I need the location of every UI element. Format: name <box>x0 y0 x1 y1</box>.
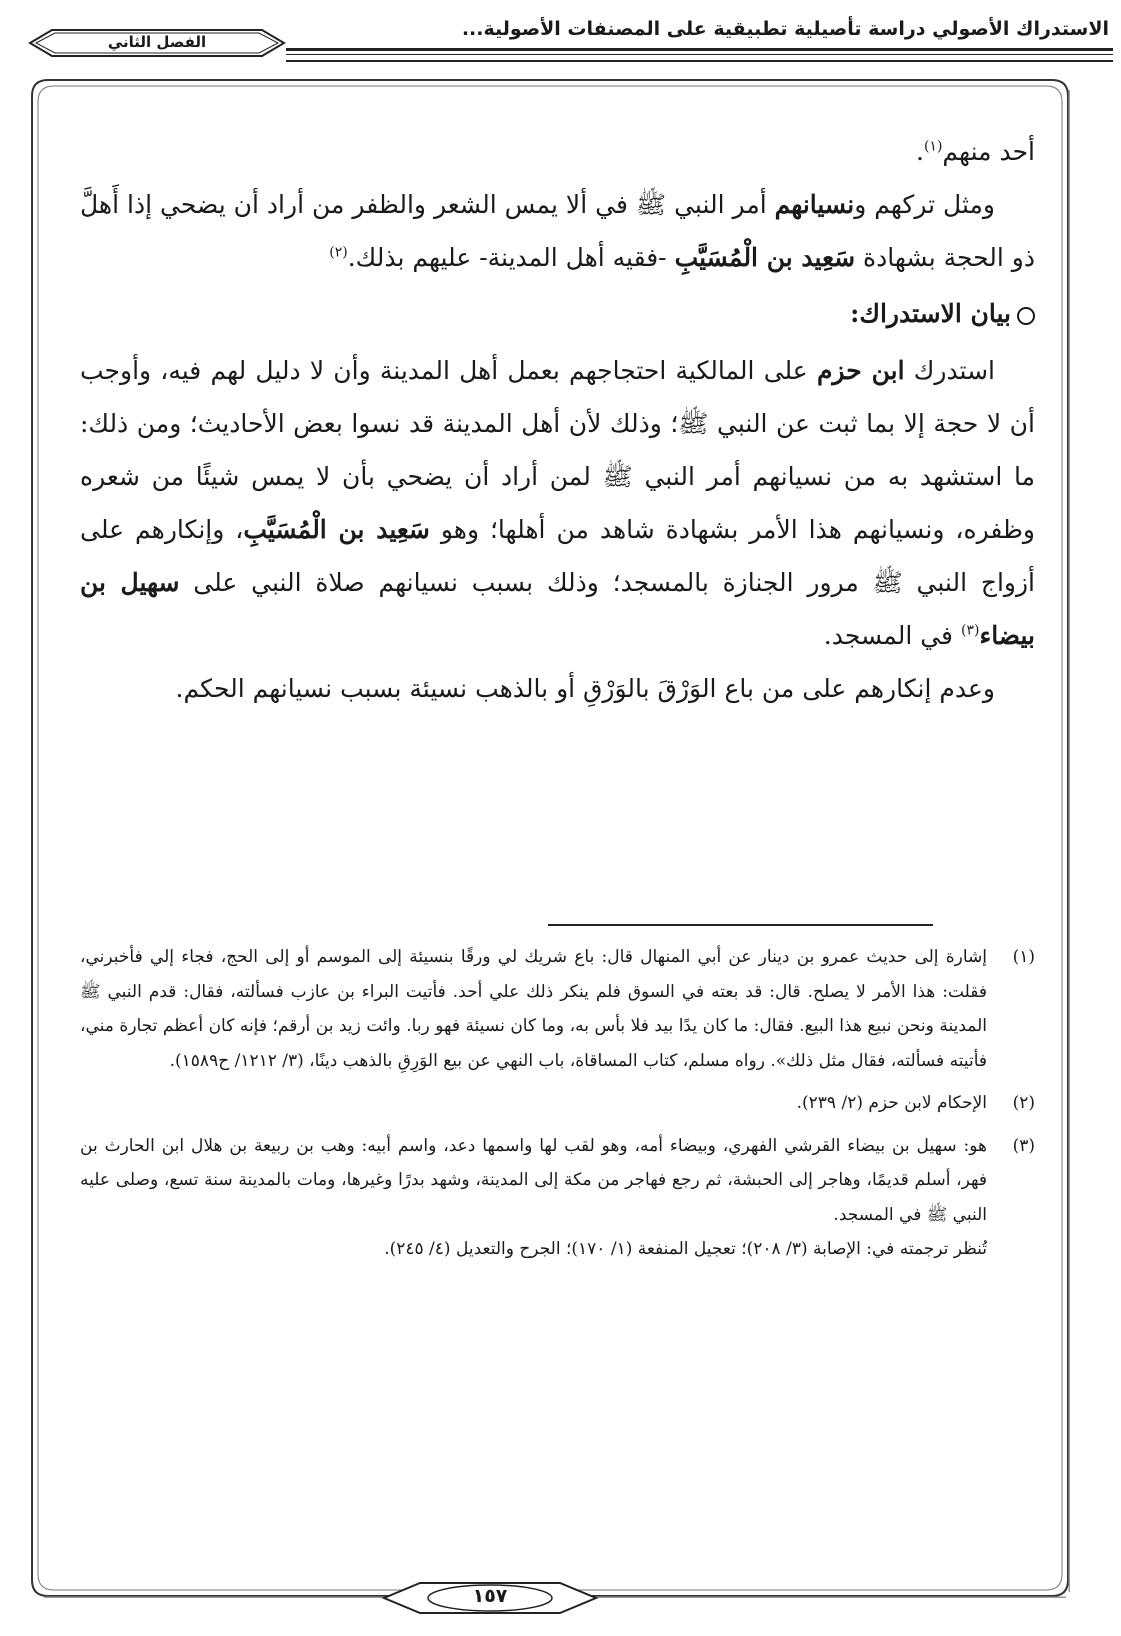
text: أمر النبي ﷺ في ألا يمس الشعر والظفر من أراد أن يضحي إذا أَهلَّ ذو الحجة بشهادة <box>80 190 1035 272</box>
text: في المسجد. <box>823 621 961 650</box>
chapter-tab <box>26 28 288 58</box>
circle-bullet-icon <box>1017 307 1035 325</box>
footnote-ref-1[interactable]: (١) <box>923 138 943 155</box>
paragraph-4: وعدم إنكارهم على من باع الوَرْقَ بالوَرْقِ أو بالذهب نسيئة بسبب نسيانهم الحكم. <box>175 674 995 703</box>
running-title: الاستدراك الأصولي دراسة تأصيلية تطبيقية على المصنفات الأصولية... <box>461 18 1109 40</box>
header-rule <box>286 48 1113 51</box>
main-text <box>80 125 1035 715</box>
header-rule <box>286 54 1113 55</box>
person-name: سهيل بن بيضاء <box>80 568 1035 650</box>
footnote-number: (١) <box>1012 947 1035 967</box>
paragraph-2 <box>80 178 1035 284</box>
page-number-tab <box>380 1580 600 1616</box>
footnote-2 <box>80 1086 1035 1121</box>
text: ومثل تركهم و <box>854 190 995 219</box>
emphasis: نسيانهم <box>774 190 855 219</box>
footnote-text: الإحكام لابن حزم (٢/ ٢٣٩). <box>796 1093 987 1113</box>
header-rule <box>286 60 1113 62</box>
person-name: سَعِيد بن الْمُسَيَّبِ <box>674 243 856 272</box>
footnote-number: (٣) <box>1012 1135 1035 1156</box>
footnote-ref-2[interactable]: (٢) <box>329 244 348 261</box>
footnotes <box>80 940 1035 1275</box>
footnote-text: تُنظر ترجمته في: الإصابة (٣/ ٢٠٨)؛ تعجيل المنفعة (١/ ١٧٠)؛ الجرح والتعديل (٤/ ٢٤٥). <box>384 1239 987 1259</box>
footnote-1 <box>80 940 1035 1078</box>
heading-text: بيان الاستدراك: <box>850 299 1011 328</box>
paragraph-1 <box>80 125 1035 178</box>
footnote-body <box>80 1129 987 1267</box>
person-name: سَعِيد بن الْمُسَيَّبِ <box>243 515 430 544</box>
person-name: ابن حزم <box>816 356 905 385</box>
footnote-3 <box>80 1129 1035 1267</box>
text: ، وإنكارهم على أزواج النبي ﷺ مرور الجنازة بالمسجد؛ وذلك بسبب نسيانهم صلاة النبي على <box>80 515 1036 597</box>
chapter-label: الفصل الثاني <box>107 33 207 51</box>
text: -فقيه أهل المدينة- عليهم بذلك. <box>347 243 675 272</box>
footnote-text: هو: سهيل بن بيضاء القرشي الفهري، وبيضاء أمه، وهو لقب لها واسمها دعد، واسم أبيه: وهب بن ربيعة بن هلال ابن الحارث بن فهر، أسلم قديمًا، وهاجر إلى الحبشة، ثم رجع فهاجر من مكة إلى المدينة، وشهد بدرًا وغيرها، ومات بالمدينة سنة تسع، وصلى عليه النبي ﷺ في المسجد. <box>80 1135 987 1225</box>
page-header <box>0 0 1121 70</box>
footnote-divider <box>548 924 933 926</box>
footnote-text: إشارة إلى حديث عمرو بن دينار عن أبي المنهال قال: باع شريك لي ورقًا بنسيئة إلى الموسم أو إلى الحج، فجاء إلي فأخبرني، فقلت: هذا الأمر لا يصلح. قال: قد بعته في السوق فلم ينكر ذلك علي أحد. فأتيت البراء بن عازب فسألته، فقال: قدم النبي ﷺ المدينة ونحن نبيع هذا البيع. فقال: ما كان يدًا بيد فلا بأس به، وما كان نسيئة فهو ربا. وائت زيد بن أرقم؛ فإنه كان أعظم تجارة مني، فأتيته فسألته، فقال مثل ذلك». رواه مسلم، كتاب المساقاة، باب النهي عن بيع الوَرِقِ بالذهب دينًا، (٣/ ١٢١٢/ ح١٥٨٩). <box>80 947 988 1071</box>
text: استدرك <box>904 356 995 385</box>
text: على المالكية احتجاجهم بعمل أهل المدينة وأن لا دليل لهم فيه، وأوجب أن لا حجة إلا بما ثبت عن النبي ﷺ؛ وذلك لأن أهل المدينة قد نسوا بعض الأحاديث؛ ومن ذلك: ما استشهد به من نسيانهم أمر النبي ﷺ لمن أراد أن يضحي بأن لا يمس شيئًا من شعره وظفره، ونسيانهم هذا الأمر بشهادة شاهد من أهلها؛ وهو <box>80 356 1036 544</box>
text: أحد منهم <box>942 137 1035 166</box>
footnote-number: (٢) <box>1012 1093 1035 1113</box>
footnote-ref-3[interactable]: (٣) <box>960 622 980 639</box>
section-heading <box>80 284 1035 344</box>
text: . <box>916 137 924 166</box>
paragraph-3 <box>80 344 1035 662</box>
page-number: ١٥٧ <box>472 1585 508 1607</box>
